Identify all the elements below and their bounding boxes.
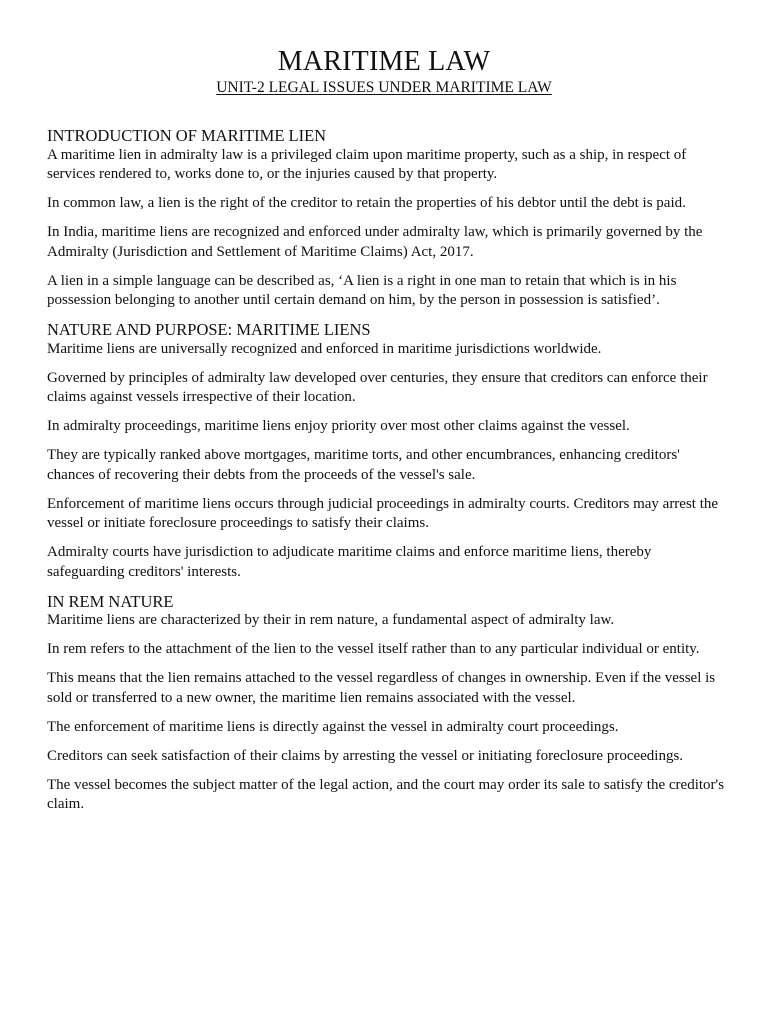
paragraph: In India, maritime liens are recognized and enforced under admiralty law, which is primarily governed by the Admiralty (Jurisdiction and Settlement of Maritime Claims) Act, 2017. — [47, 224, 703, 260]
paragraph: In common law, a lien is the right of the creditor to retain the properties of his debtor until the debt is paid. — [47, 195, 686, 211]
section-heading: INTRODUCTION OF MARITIME LIEN — [47, 126, 327, 145]
paragraph: This means that the lien remains attached to the vessel regardless of changes in ownership. Even if the vessel is sold or transferred to a new owner, the maritime lien remains associated with the vessel. — [47, 670, 716, 706]
paragraph: A lien in a simple language can be described as, ‘A lien is a right in one man to retain that which is in his possession belonging to another until certain demand on him, by the person in possession is satisfied’. — [47, 272, 677, 308]
document-body — [47, 126, 727, 824]
section-nature-and-purpose — [47, 320, 727, 582]
section-in-rem-nature — [47, 592, 727, 815]
paragraph: The vessel becomes the subject matter of the legal action, and the court may order its sale to satisfy the creditor's claim. — [47, 776, 725, 812]
section-introduction — [47, 126, 727, 311]
paragraph: Admiralty courts have jurisdiction to adjudicate maritime claims and enforce maritime liens, thereby safeguarding creditors' interests. — [47, 544, 652, 580]
section-heading: NATURE AND PURPOSE: MARITIME LIENS — [47, 320, 371, 339]
paragraph: Maritime liens are universally recognized and enforced in maritime jurisdictions worldwide. — [47, 340, 602, 357]
paragraph: A maritime lien in admiralty law is a privileged claim upon maritime property, such as a ship, in respect of services rendered to, works done to, or the injuries caused by that property. — [47, 146, 687, 182]
paragraph: In rem refers to the attachment of the lien to the vessel itself rather than to any particular individual or entity. — [47, 641, 700, 657]
paragraph: In admiralty proceedings, maritime liens enjoy priority over most other claims against the vessel. — [47, 418, 630, 434]
paragraph: They are typically ranked above mortgages, maritime torts, and other encumbrances, enhancing creditors' chances of recovering their debts from the proceeds of the vessel's sale. — [47, 447, 680, 483]
paragraph: Creditors can seek satisfaction of their claims by arresting the vessel or initiating foreclosure proceedings. — [47, 747, 684, 764]
section-heading: IN REM NATURE — [47, 591, 174, 611]
paragraph: Maritime liens are characterized by their in rem nature, a fundamental aspect of admiralty law. — [47, 612, 615, 628]
paragraph: Enforcement of maritime liens occurs through judicial proceedings in admiralty courts. Creditors may arrest the vessel or initiate foreclosure proceedings to satisfy their claims. — [47, 495, 719, 531]
paragraph: The enforcement of maritime liens is directly against the vessel in admiralty court proceedings. — [47, 718, 619, 735]
document-subtitle: UNIT-2 LEGAL ISSUES UNDER MARITIME LAW — [216, 79, 552, 96]
document-title: MARITIME LAW — [277, 46, 491, 77]
paragraph: Governed by principles of admiralty law developed over centuries, they ensure that creditors can enforce their claims against vessels irrespective of their location. — [47, 369, 708, 405]
